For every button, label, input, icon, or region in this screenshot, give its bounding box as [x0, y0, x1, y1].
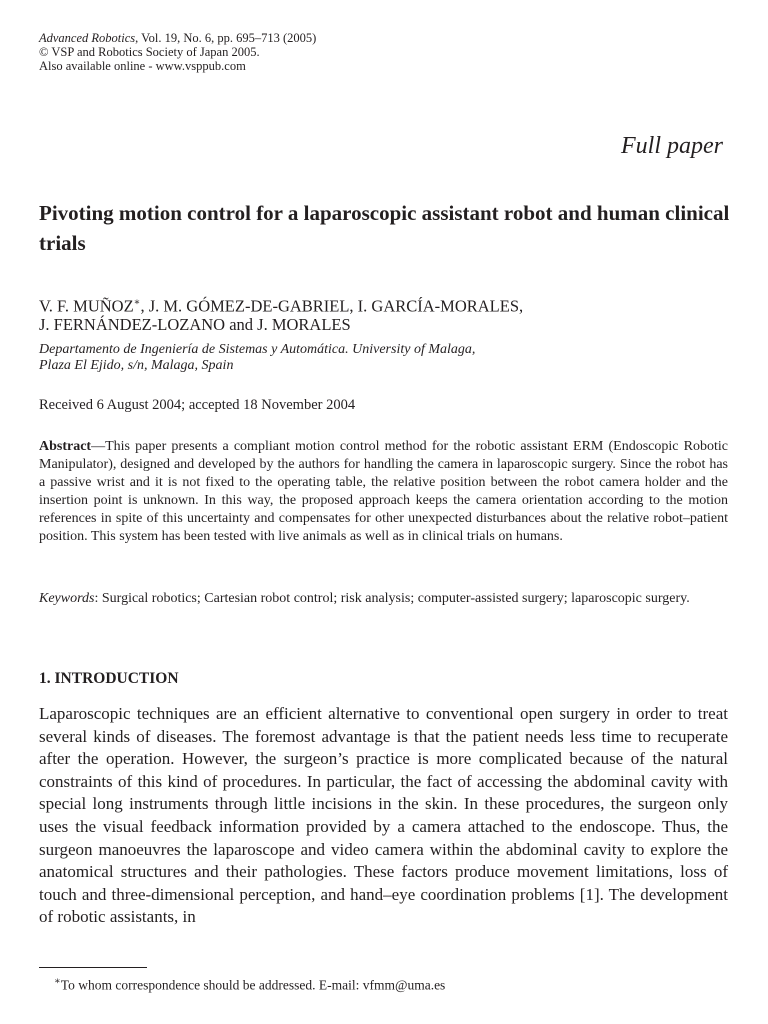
received-dates: Received 6 August 2004; accepted 18 November 2004	[39, 397, 356, 413]
keywords	[39, 590, 728, 608]
footnote-mark: ∗	[54, 976, 61, 987]
online-availability: Also available online - www.vsppub.com	[39, 59, 246, 73]
journal-citation	[39, 31, 316, 45]
citation-details: , Vol. 19, No. 6, pp. 695–713 (2005)	[135, 31, 317, 45]
paper-type-label: Full paper	[621, 133, 723, 159]
corresponding-author-mark: ∗	[133, 297, 141, 308]
authors-line-2: J. FERNÁNDEZ-LOZANO and J. MORALES	[39, 315, 351, 334]
footnote-text: To whom correspondence should be addressed. E-mail: vfmm@uma.es	[60, 977, 446, 993]
paper-title: Pivoting motion control for a laparoscopic assistant robot and human clinical trials	[39, 201, 730, 255]
introduction-body: Laparoscopic techniques are an efficient alternative to conventional open surgery in order to treat several kinds of diseases. The foremost advantage is that the patient needs less time to recuperate after the operation. However, the surgeon’s practice is more complicated because of the natural constraints of this kind of procedures. In particular, the fact of accessing the abdominal cavity with special long instruments through little incisions in the skin. In these procedures, the surgeon only uses the visual feedback information provided by a camera attached to the endoscope. Thus, the surgeon manoeuvres the laparoscope and video camera within the abdominal cavity to explore the anatomical structures and their pathologies. These factors produce movement limitations, loss of touch and three-dimensional perception, and hand–eye coordination problems [1]. The development of robotic assistants, in	[39, 704, 728, 927]
footnote-divider	[39, 967, 147, 968]
journal-name: Advanced Robotics	[39, 31, 136, 45]
abstract	[39, 438, 728, 546]
keywords-text: : Surgical robotics; Cartesian robot control; risk analysis; computer-assisted surgery; laparoscopic surgery.	[94, 591, 690, 606]
footnote	[54, 976, 445, 994]
abstract-label: Abstract	[39, 439, 92, 454]
copyright-line: © VSP and Robotics Society of Japan 2005.	[39, 45, 260, 59]
section-heading: 1. INTRODUCTION	[39, 670, 179, 687]
co-authors: , J. M. GÓMEZ-DE-GABRIEL, I. GARCÍA-MORALES,	[140, 296, 524, 316]
keywords-label: Keywords	[39, 591, 95, 606]
affiliation-line-2: Plaza El Ejido, s/n, Malaga, Spain	[39, 358, 234, 373]
affiliation-line-1: Departamento de Ingeniería de Sistemas y Automática. University of Malaga,	[39, 342, 476, 357]
first-author: V. F. MUÑOZ	[39, 296, 134, 316]
abstract-text: —This paper presents a compliant motion control method for the robotic assistant ERM (Endoscopic Robotic Manipulator), designed and developed by the authors for handling the camera in laparoscopic surgery. Since the robot has a passive wrist and it is not fixed to the operating table, the relative position between the robot camera holder and the insertion point is unknown. In this way, the proposed approach keeps the camera orientation according to the motion references in spite of this uncertainty and compensates for other unexpected disturbances about the relative robot–patient position. This system has been tested with live animals as well as in clinical trials on humans.	[39, 439, 728, 544]
